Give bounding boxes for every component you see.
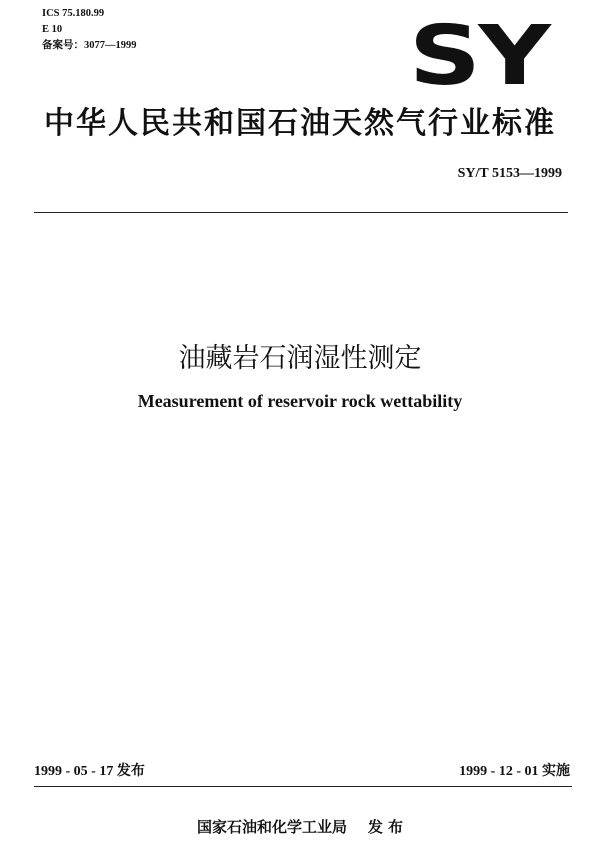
filing-number: 备案号：3077—1999: [42, 40, 137, 51]
sy-logo: SY: [408, 9, 548, 104]
top-divider: [34, 212, 568, 213]
classification-code: E 10: [42, 24, 63, 35]
publisher: 国家石油和化学工业局 发 布: [196, 818, 404, 836]
bottom-divider: [34, 786, 572, 787]
effective-date: 1999 - 12 - 01 实施: [459, 764, 570, 779]
standard-number: SY/T 5153—1999: [457, 166, 562, 181]
issue-date: 1999 - 05 - 17 发布: [34, 764, 145, 779]
header-meta: [42, 6, 137, 54]
ics-code: ICS 75.180.99: [42, 8, 105, 19]
industry-standard-title: 中华人民共和国石油天然气行业标准: [44, 106, 556, 141]
document-title-english: Measurement of reservoir rock wettability: [137, 391, 463, 411]
document-title-chinese: 油藏岩石润湿性测定: [178, 343, 422, 374]
